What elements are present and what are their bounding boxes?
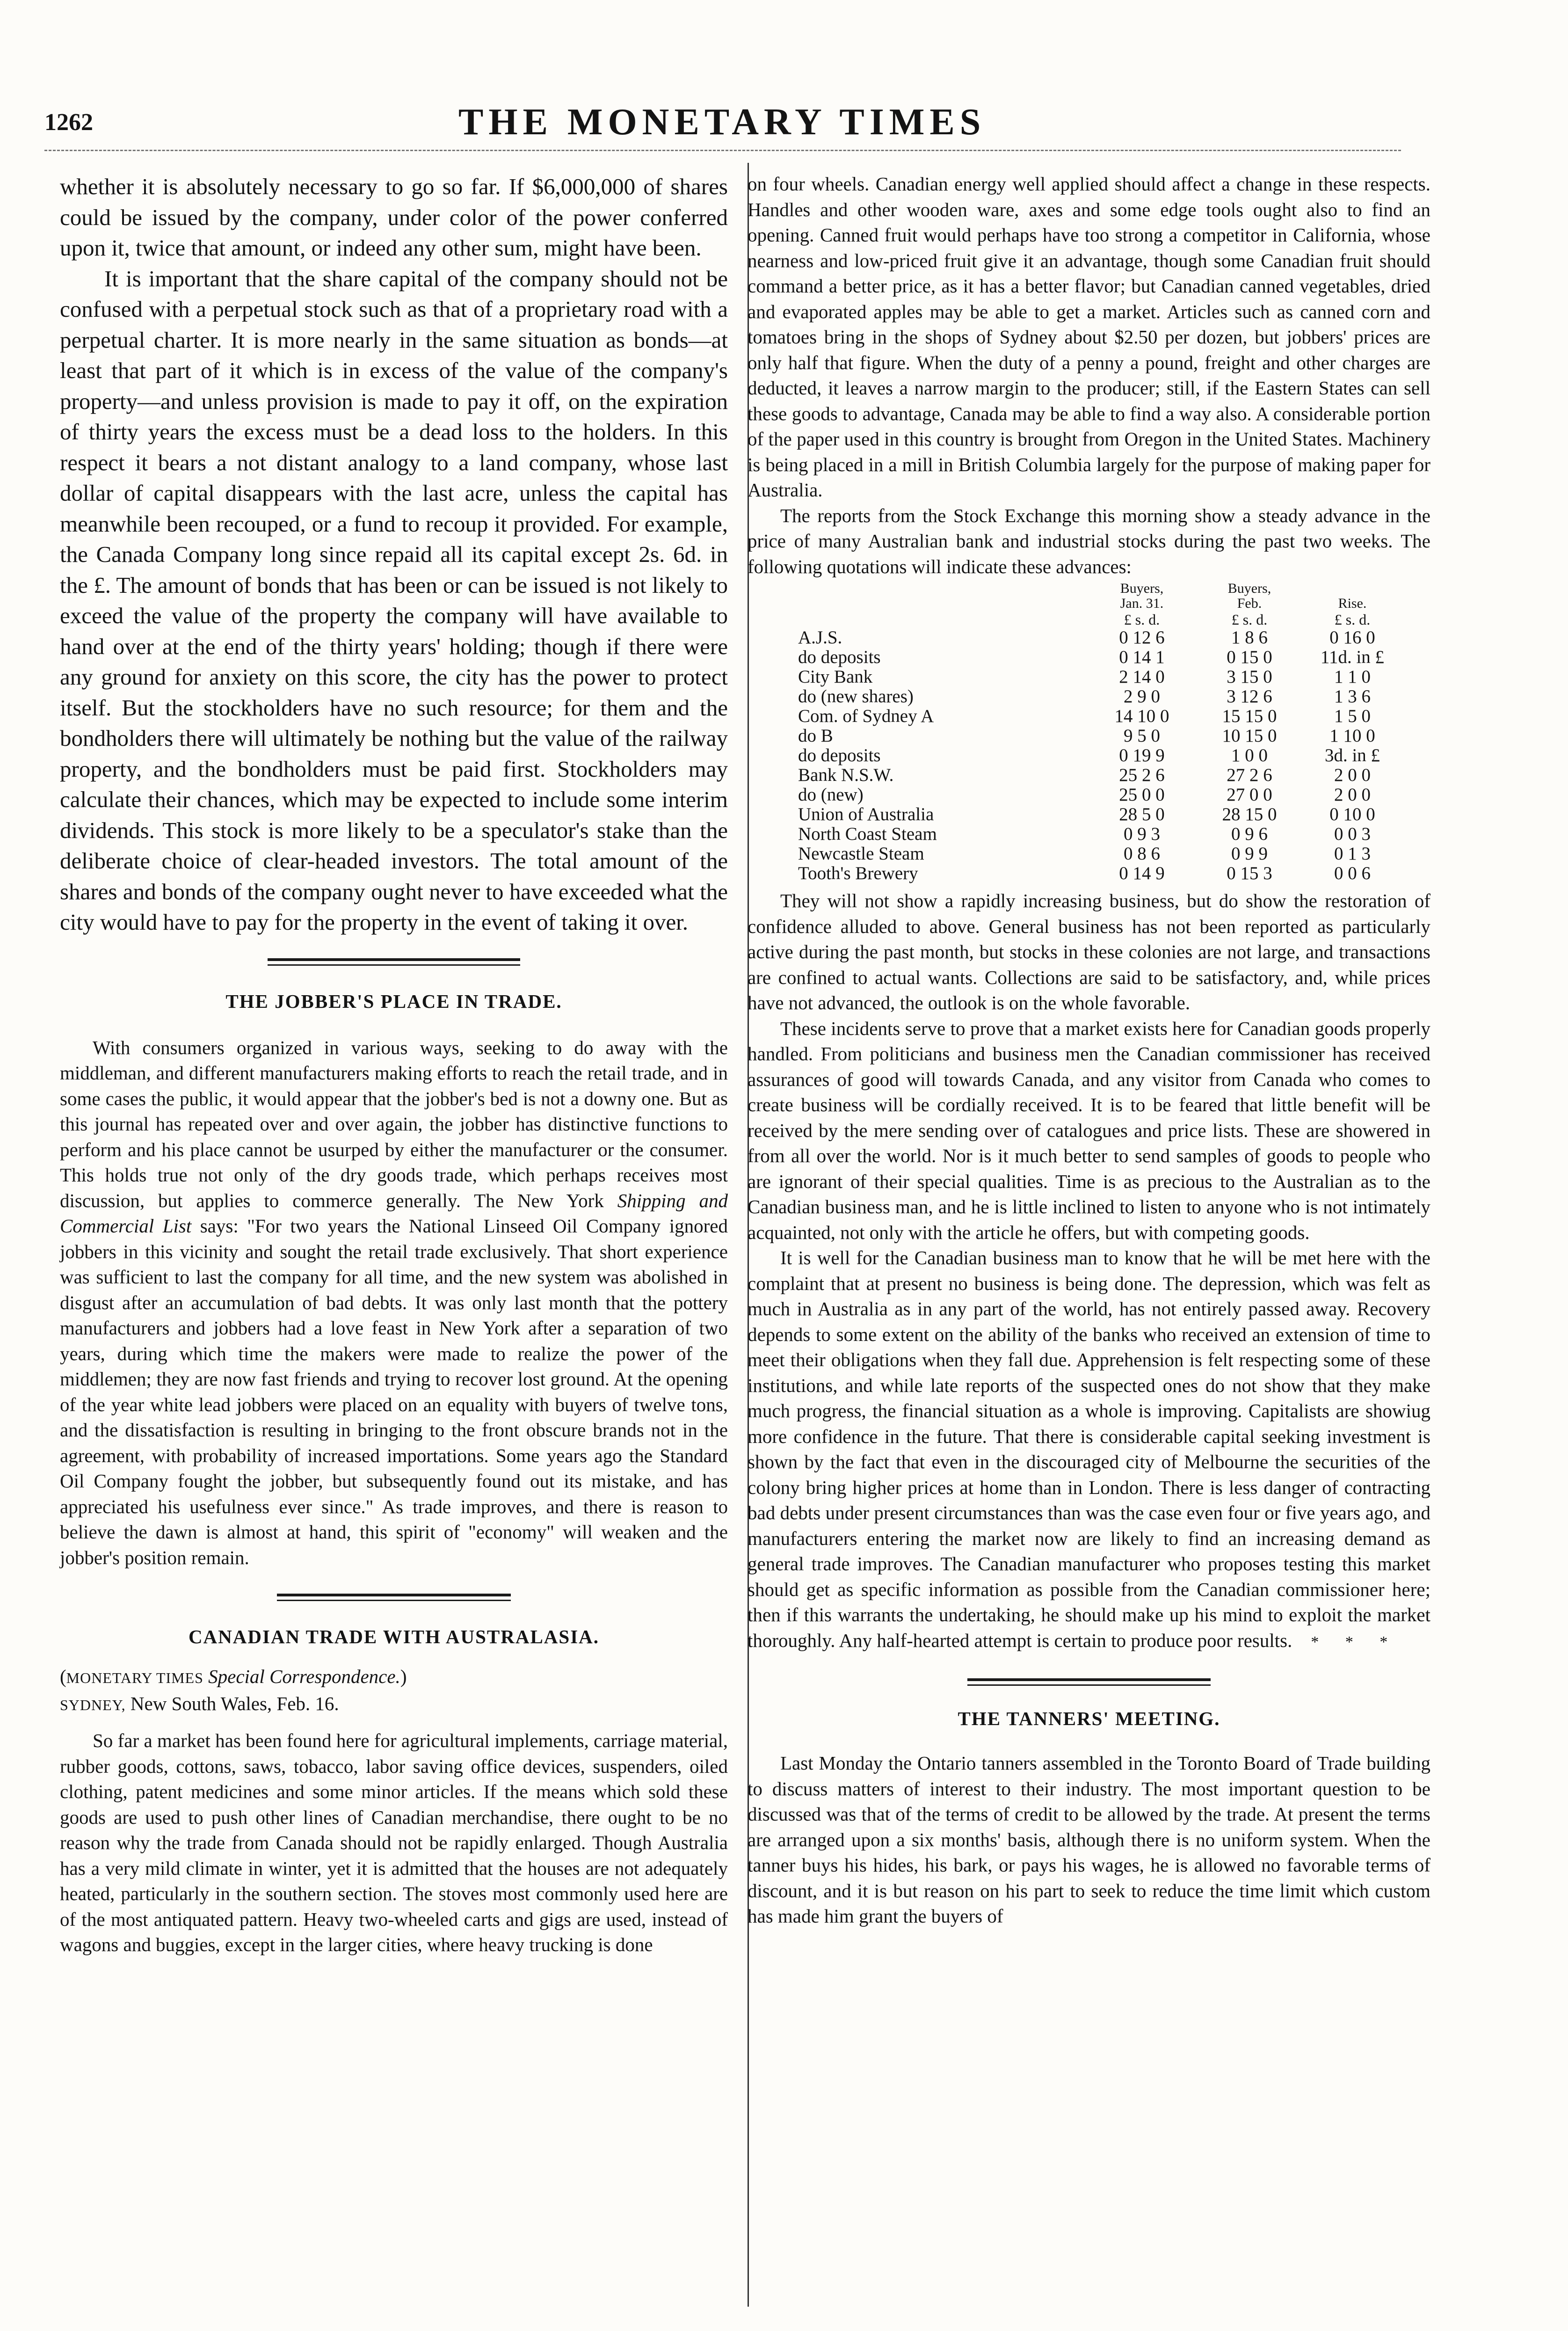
header-rule [44,150,1401,151]
column-header: Buyers, [1227,581,1271,596]
section-rule [277,1594,511,1601]
table-row [798,628,1401,648]
price-jan: 0 12 6 [1119,627,1165,648]
stock-name: Union of Australia [798,804,934,824]
page-number: 1262 [44,109,93,136]
article-paragraph: on four wheels. Canadian energy well applied should affect a change in these respects. Handles and other wooden ware, axes and some edge tools ought also to find an opening. Canned fruit would perhaps have too strong a competitor in California, whose nearness and low-priced fruit give it an advantage, though some Canadian fruit should command a better price, as it has a better flavor; but Canadian canned vegetables, dried and evaporated apples may be able to get a market. Articles such as canned corn and tomatoes bring in the shops of Sydney about $2.50 per dozen, but jobbers' prices are only half that figure. When the duty of a penny a pound, freight and other charges are deducted, it leaves a narrow margin to the producer; still, if the Eastern States can sell these goods to advantage, Canada may be able to find a way also. A considerable portion of the paper used in this country is brought from Oregon in the United States. Machinery is being placed in a mill in British Columbia largely for the purpose of making paper for Australia. [748,173,1430,501]
unit-label: £ s. d. [1231,611,1268,628]
price-jan: 0 8 6 [1124,844,1160,864]
table-row [798,765,1401,785]
price-feb: 0 9 6 [1231,824,1268,844]
correspondence-note: (MONETARY TIMES Special Correspondence.) [60,1666,407,1687]
price-jan: 25 2 6 [1119,765,1165,785]
right-column [748,171,1430,1929]
price-rise: 0 0 6 [1334,863,1371,883]
dateline: SYDNEY, New South Wales, Feb. 16. [60,1692,339,1714]
column-header [1303,581,1401,596]
masthead-title: THE MONETARY TIMES [458,102,986,143]
publication-name: MONETARY TIMES [66,1669,203,1686]
price-rise: 2 0 0 [1334,785,1371,805]
serial-article [60,171,728,938]
stock-name: Com. of Sydney A [798,706,934,726]
jobber-article [60,990,728,1571]
stock-name: City Bank [798,667,873,687]
unit-label: £ s. d. [1334,611,1371,628]
price-jan: 2 14 0 [1119,667,1165,687]
unit-label: £ s. d. [1124,611,1160,628]
table-row [798,667,1401,687]
text-run: With consumers organized in various ways, seeking to do away with the middleman, and different manufacturers making efforts to reach the retail trade, and in some cases the public, it would appear that the jobber's bed is not a downy one. But as this journal has repeated over and over again, the jobber has distinctive functions to perform and his place cannot be usurped by either the manufacturer or the consumer. This holds true not only of the dry goods trade, which perhaps receives most discussion, but applies to commerce generally. The New York [60,1036,728,1211]
australasia-continued [748,171,1430,579]
price-rise: 0 10 0 [1329,804,1375,824]
column-header: Buyers, [1120,581,1164,596]
australasia-conclusion [748,888,1430,1655]
article-paragraph: whether it is absolutely necessary to go so far. If $6,000,000 of shares could be issued by the company, under color of the power conferred upon it, twice that amount, or indeed any other sum, might have been. [60,174,728,261]
table-row [798,785,1401,805]
stock-name: do (new shares) [798,686,914,707]
table-header-row [798,581,1401,596]
price-feb: 0 15 3 [1227,863,1272,883]
section-rule [967,1678,1211,1686]
australasia-heading: CANADIAN TRADE WITH AUSTRALASIA. [188,1626,600,1647]
article-paragraph: It is important that the share capital of the company should not be confused with a perpetual stock such as that of a proprietary road with a perpetual charter. It is more nearly in the same situation as bonds—at least that part of it which is in excess of the value of the company's property—and unless provision is made to pay it off, on the expiration of thirty years the excess must be a dead loss to the holders. In this respect it bears a not distant analogy to a land company, whose last dollar of capital disappears with the last acre, unless the capital has meanwhile been recouped, or a fund to recoup it provided. For example, the Canada Company long since repaid all its capital except 2s. 6d. in the £. The amount of bonds that has been or can be issued is not likely to exceed the value of the property the company will have available to hand over at the end of the thirty years' holding; though if there were any ground for anxiety on this score, the city has the power to protect itself. But the stockholders have no such resource; for them and the bondholders there will ultimately be nothing but the value of the railway property, and the bondholders must be paid first. Stockholders may calculate their chances, which may be expected to include some interim dividends. This stock is more likely to be a speculator's stake than the deliberate choice of clear-headed investors. The total amount of the shares and bonds of the company ought never to have exceeded what the city would have to pay for the property in the event of taking it over. [60,265,728,935]
price-rise: 0 1 3 [1334,844,1371,864]
table-row [798,864,1401,883]
price-rise: 1 10 0 [1329,726,1375,746]
stock-name: Newcastle Steam [798,844,924,864]
table-row [798,726,1401,746]
stock-quotations-table [798,581,1401,883]
price-jan: 28 5 0 [1119,804,1165,824]
stock-name: do (new) [798,785,864,805]
price-rise: 1 5 0 [1334,706,1371,726]
price-rise: 11d. in £ [1320,647,1385,667]
price-rise: 0 0 3 [1334,824,1371,844]
text-run: says: "For two years the National Linseed Oil Company ignored jobbers in this vicinity and sought the retail trade exclusively. That short experience was sufficient to last the company for all time, and the new system was abolished in disgust after an accumulation of bad debts. It was only last month that the pottery manufacturers and jobbers had a love feast in New York after a separation of two years, during which time the makers were made to realize the power of the middlemen; they are now fast friends and trying to recover lost ground. At the opening of the year white lead jobbers were placed on an equality with buyers of twelve tons, and the dissatisfaction is resulting in bringing to the front obscure brands not in the agreement, with probability of increased importations. Some years ago the Standard Oil Company fought the jobber, but subsequently found out its mistake, and has appreciated his usefulness ever since." As trade improves, and there is reason to believe the dawn is almost at hand, this spirit of "economy" will weaken and the jobber's position remain. [60,1215,728,1568]
correspondence-label: Special Correspondence. [208,1666,400,1687]
stock-name: do deposits [798,745,881,765]
tanners-heading: THE TANNERS' MEETING. [958,1708,1220,1729]
article-paragraph: These incidents serve to prove that a market exists here for Canadian goods properly handled. From politicians and business men the Canadian commissioner has received assurances of good will towards Canada, and any visitor from Canada who comes to create business will be cordially received. It is to be feared that little benefit will be received by the mere sending over of catalogues and price lists. These are showered in from all over the world. Nor is it much better to send samples of goods to people who are ignorant of their special qualities. Time is as precious to the Australian as to the Canadian business man, and he is little inclined to listen to anyone who is not intimately acquainted, not only with the article he offers, but with competing goods. [748,1017,1430,1243]
stock-name: Tooth's Brewery [798,863,918,883]
price-jan: 0 14 1 [1119,647,1165,667]
price-feb: 0 9 9 [1231,844,1268,864]
section-end-stars: * * * [1311,1633,1399,1651]
article-paragraph: It is well for the Canadian business man to know that he will be met here with the complaint that at present no business is being done. The depression, which was felt as much in Australia as in any part of the world, has not entirely passed away. Recovery depends to some extent on the ability of the banks who received an extension of time to meet their obligations when they fall due. Apprehension is felt respecting some of these institutions, and while late reports of the suspected ones do not show that they make much progress, the financial situation as a whole is improving. Capitalists are showiug more confidence in the future. That there is considerable capital seeking investment is shown by the fact that even in the discouraged city of Melbourne the securities of the colony bring higher prices at home than in London. There is less danger of contracting bad debts under present circumstances than was the case even four or five years ago, and manufacturers entering the market now are likely to find an increasing demand as general trade improves. The Canadian manufacturer who proposes testing this market should get as specific information as possible from the Canadian commissioner here; then if this warrants the undertaking, he should make up his mind to exploit the market thoroughly. Any half-hearted attempt is certain to produce poor results. * * * [748,1247,1430,1651]
left-column [60,171,728,1958]
price-feb: 3 15 0 [1227,667,1272,687]
tanners-article [748,1707,1430,1929]
price-rise: 2 0 0 [1334,765,1371,785]
column-header: Jan. 31. [1120,596,1164,611]
price-rise: 1 1 0 [1334,667,1371,687]
jobber-heading: THE JOBBER'S PLACE IN TRADE. [225,990,562,1012]
article-paragraph: So far a market has been found here for agricultural implements, carriage material, rubber goods, cottons, saws, tobacco, labor saving office devices, suspenders, oiled clothing, patent medicines and some minor articles. If the means which sold these goods are used to push other lines of Canadian merchandise, there ought to be no reason why the trade from Canada should not be rapidly enlarged. Though Australia has a very mild climate in winter, yet it is admitted that the houses are not adequately heated, particularly in the southern section. The stoves most commonly used here are of the most antiquated pattern. Heavy two-wheeled carts and gigs are used, instead of wagons and buggies, except in the larger cities, where heavy trucking is done [60,1730,728,1955]
price-feb: 15 15 0 [1222,706,1277,726]
stock-name: Bank N.S.W. [798,765,894,785]
table-header-row [798,596,1401,611]
price-jan: 0 14 9 [1119,863,1165,883]
price-feb: 1 0 0 [1231,745,1268,765]
table-row [798,648,1401,667]
price-feb: 10 15 0 [1222,726,1277,746]
section-rule [268,958,520,966]
price-jan: 9 5 0 [1124,726,1160,746]
table-unit-row [798,611,1401,628]
price-rise: 1 3 6 [1334,686,1371,707]
column-header: Feb. [1237,596,1262,611]
price-feb: 3 12 6 [1227,686,1272,707]
stock-name: North Coast Steam [798,824,937,844]
article-paragraph [60,1035,728,1571]
price-jan: 0 9 3 [1124,824,1160,844]
table-row [798,687,1401,707]
article-paragraph: The reports from the Stock Exchange this morning show a steady advance in the price of many Australian bank and industrial stocks during the past two weeks. The following quotations will indicate these advances: [748,504,1430,577]
column-header: Rise. [1338,596,1367,611]
article-paragraph: Last Monday the Ontario tanners assembled in the Toronto Board of Trade building to discuss matters of interest to their industry. The most important question to be discussed was that of the terms of credit to be allowed by the trade. At present the terms are arranged upon a six months' basis, although there is no uniform system. When the tanner buys his hides, his bark, or pays his wages, he is allowed no favorable terms of discount, and it is but reason on his part to seek to reduce the time limit which custom has made him grant the buyers of [748,1752,1430,1927]
price-feb: 27 2 6 [1227,765,1272,785]
stock-name: A.J.S. [798,627,842,648]
price-rise: 3d. in £ [1324,745,1380,765]
price-feb: 0 15 0 [1227,647,1272,667]
price-feb: 1 8 6 [1231,627,1268,648]
table-row [798,824,1401,844]
stock-name: do B [798,726,833,746]
table-row [798,805,1401,824]
price-jan: 14 10 0 [1114,706,1169,726]
table-row [798,746,1401,765]
stock-name: do deposits [798,647,881,667]
price-rise: 0 16 0 [1329,627,1375,648]
price-jan: 0 19 9 [1119,745,1165,765]
table-row [798,844,1401,864]
article-paragraph: They will not show a rapidly increasing business, but do show the restoration of confidence alluded to above. General business has not been reported as particularly active during the past month, but stocks in these colonies are not large, and transactions are confined to actual wants. Collections are said to be satisfactory, and, while prices have not advanced, the outlook is on the whole favorable. [748,890,1430,1013]
price-jan: 25 0 0 [1119,785,1165,805]
price-feb: 28 15 0 [1222,804,1277,824]
table-row [798,707,1401,726]
australasia-article [60,1625,728,1958]
price-jan: 2 9 0 [1124,686,1160,707]
publication-title: Shipping and Commercial List [60,1189,728,1237]
price-feb: 27 0 0 [1227,785,1272,805]
